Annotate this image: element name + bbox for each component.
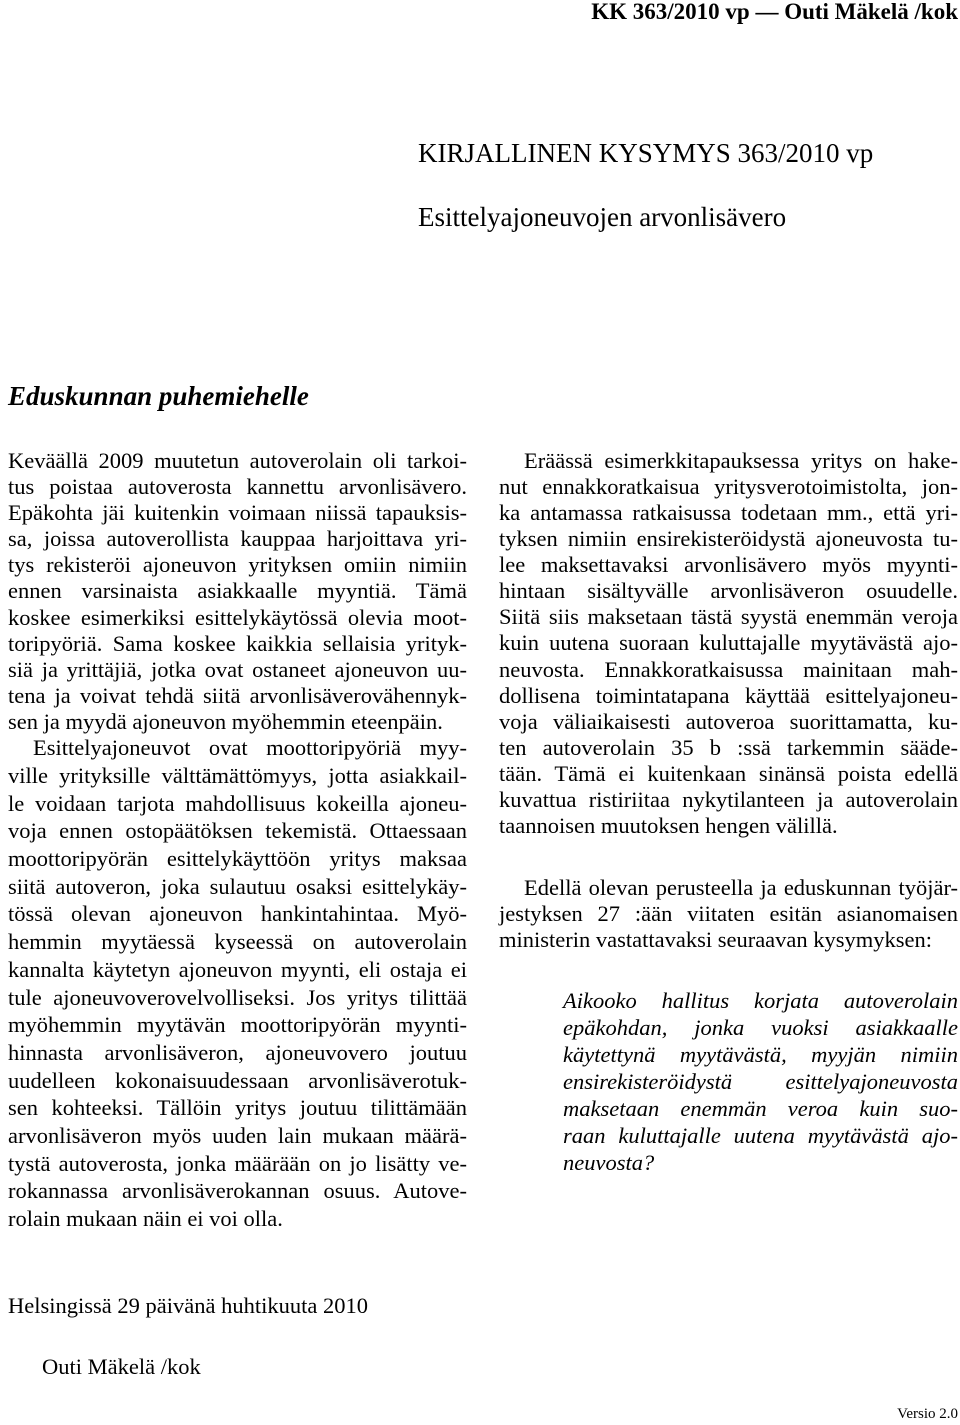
text-line: dollisena toimintatapana käyttää esittelyajoneu- (499, 682, 958, 708)
text-line: epäkohdan, jonka vuoksi asiakkaalle (563, 1014, 958, 1040)
text-line: rolain mukaan näin ei voi olla. (8, 1206, 283, 1232)
text-line: tule ajoneuvoverovelvolliseksi. Jos yritys tilittää (8, 984, 467, 1010)
text-line: jestyksen 27 :ään viitaten esitän asianomaisen (499, 901, 958, 926)
text-line: sen kohteeksi. Tällöin yritys joutuu tilittämään (8, 1095, 467, 1121)
text-line: kuvattua ristiriitaa nykytilanteen ja autoverolain (499, 786, 958, 812)
left-paragraph-1 (8, 448, 467, 735)
text-line: lee maksettavaksi arvonlisävero myös myynti- (499, 552, 958, 578)
running-head: KK 363/2010 vp — Outi Mäkelä /kok (591, 0, 958, 24)
text-line: ten autoverolain 35 b :ssä tarkemmin sääde- (499, 734, 958, 760)
text-line: Siitä siis maksetaan tästä syystä enemmän veroja (499, 604, 958, 630)
text-line: le voidaan tarjota mahdollisuus kokeilla ajoneu- (8, 790, 467, 816)
text-line: tus poistaa autoverosta kannettu arvonlisävero. (8, 474, 467, 500)
text-line: ensirekisteröidystä esittelyajoneuvosta (563, 1068, 958, 1094)
text-line: siitä autoveron, joka sulautuu osaksi esittelykäy- (8, 873, 467, 899)
right-paragraph-1 (499, 448, 958, 839)
text-line: tössä olevan ajoneuvon hankintahintaa. Myö- (8, 901, 467, 927)
text-line: Eräässä esimerkkitapauksessa yritys on hake- (524, 448, 958, 473)
text-line: voja ennen ostopäätöksen tekemistä. Ottaessaan (8, 818, 467, 844)
text-line: ministerin vastattavaksi seuraavan kysymyksen: (499, 927, 933, 952)
text-line: sa, joissa autoverollista kauppaa harjoittava yri- (8, 526, 467, 552)
question-block (563, 987, 958, 1176)
text-line: ville yrityksille välttämättömyys, jotta asiakkail- (8, 762, 467, 788)
text-line: hintaan sisältyvälle arvonlisäveron osuudelle. (499, 578, 958, 604)
text-line: hinnasta arvonlisäveron, ajoneuvovero joutuu (8, 1039, 467, 1065)
text-line: Esittelyajoneuvot ovat moottoripyöriä myy- (33, 735, 467, 761)
text-line: neuvosta? (563, 1149, 655, 1175)
text-line: tena ja voivat tehdä siitä arvonlisäverovähennyk- (8, 682, 467, 708)
place-and-date: Helsingissä 29 päivänä huhtikuuta 2010 (8, 1293, 368, 1318)
text-line: Edellä olevan perusteella ja eduskunnan työjär- (524, 875, 958, 900)
text-line: taannoisen muutoksen hengen välillä. (499, 812, 838, 838)
right-paragraph-2 (499, 875, 958, 953)
document-title: KIRJALLINEN KYSYMYS 363/2010 vp (418, 138, 874, 168)
text-line: rokannassa arvonlisäverokannan osuus. Autove- (8, 1178, 467, 1204)
text-line: hemmin myytäessä kyseessä on autoverolain (8, 929, 467, 955)
signer-name: Outi Mäkelä /kok (42, 1354, 201, 1379)
text-line: kannalta käytetyn ajoneuvon myynti, eli ostaja ei (8, 956, 467, 982)
text-line: käytettynä myytävästä, myyjän nimiin (563, 1041, 958, 1067)
text-line: ka antamassa ratkaisussa todetaan mm., että yri- (499, 500, 958, 526)
salutation: Eduskunnan puhemiehelle (8, 381, 309, 411)
text-line: raan kuluttajalle uutena myytävästä ajo- (563, 1122, 958, 1148)
text-line: arvonlisäveron myös uuden lain mukaan määrä- (8, 1123, 467, 1149)
text-line: tään. Tämä ei kuitenkaan sinänsä poista edellä (499, 760, 958, 786)
left-paragraph-2 (8, 734, 467, 1233)
text-line: Keväällä 2009 muutetun autoverolain oli tarkoi- (8, 448, 467, 473)
text-line: sen ja myydä ajoneuvon myöhemmin eteenpäin. (8, 708, 443, 734)
text-line: neuvosta. Ennakkoratkaisussa mainitaan mah- (499, 656, 958, 682)
text-line: nut ennakkoratkaisua yritysverotoimistolta, jon- (499, 474, 958, 500)
text-line: tystä autoverosta, jonka määrään on jo lisätty ve- (8, 1150, 467, 1176)
text-line: maksetaan enemmän veroa kuin suo- (563, 1095, 958, 1121)
text-line: tyksen nimiin ensirekisteröidystä ajoneuvosta tu- (499, 526, 958, 552)
text-line: voja väliaikaisesti autoveroa suorittamatta, ku- (499, 708, 958, 734)
document-subject: Esittelyajoneuvojen arvonlisävero (418, 202, 787, 232)
text-line: toripyöriä. Sama koskee kaikkia sellaisia yrityk- (8, 630, 467, 656)
text-line: tys rekisteröi ajoneuvon yrityksen omiin nimiin (8, 552, 467, 578)
text-line: ennen varsinaista asiakkaalle myyntiä. Tämä (8, 578, 467, 604)
text-line: kuin uutena suoraan kuluttajalle myytävästä ajo- (499, 630, 958, 656)
text-line: myöhemmin myytävän moottoripyörän myynti- (8, 1012, 467, 1038)
text-line: Epäkohta jäi kuitenkin voimaan niissä tapauksis- (8, 500, 467, 526)
text-line: moottoripyörän esittelykäyttöön yritys maksaa (8, 846, 467, 871)
text-line: koskee esimerkiksi esittelykäytössä olevia moot- (8, 604, 467, 630)
text-line: uudelleen kokonaisuudessaan arvonlisäverotuk- (8, 1067, 467, 1093)
text-line: Aikooko hallitus korjata autoverolain (563, 987, 958, 1013)
text-line: siä ja yrittäjiä, jotka ovat ostaneet ajoneuvon uu- (8, 656, 467, 682)
version-label: Versio 2.0 (897, 1406, 958, 1422)
